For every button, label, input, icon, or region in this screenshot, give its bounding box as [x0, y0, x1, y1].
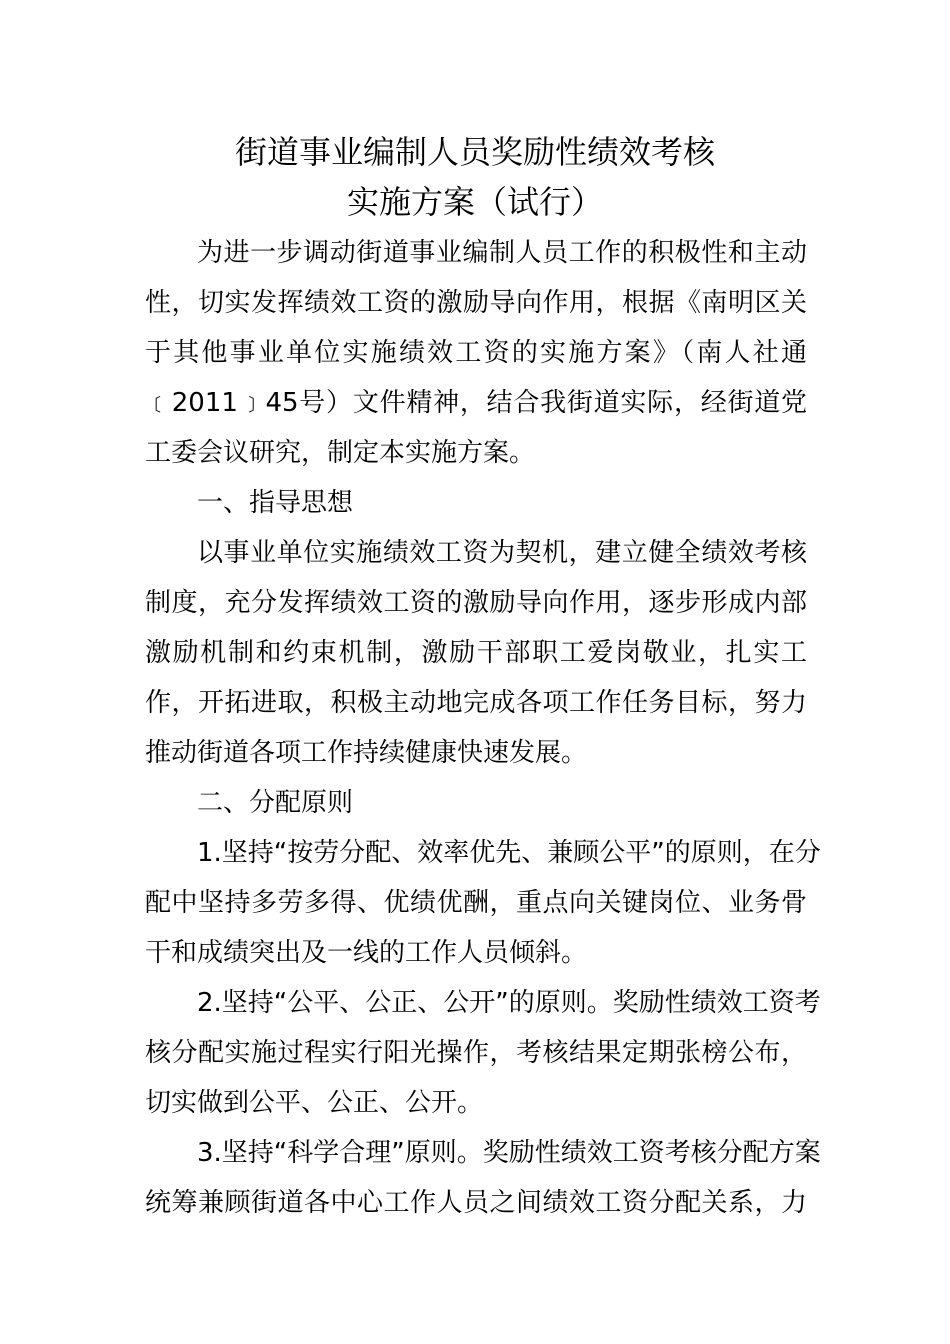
body-line: 工委会议研究，制定本实施方案。	[145, 438, 536, 468]
body-line: 制度，充分发挥绩效工资的激励导向作用，逐步形成内部	[145, 588, 807, 618]
body-line: 于其他事业单位实施绩效工资的实施方案》（南人社通	[145, 338, 807, 368]
body-line: 2.坚持“公平、公正、公开”的原则。奖励性绩效工资考	[197, 988, 821, 1018]
body-line: ﹝2011﹞45号）文件精神，结合我街道实际，经街道党	[145, 388, 807, 418]
body-line: 1.坚持“按劳分配、效率优先、兼顾公平”的原则，在分	[197, 838, 821, 868]
document-title-line-1: 街道事业编制人员奖励性绩效考核	[234, 133, 715, 171]
body-line: 为进一步调动街道事业编制人员工作的积极性和主动	[197, 238, 807, 268]
body-line: 推动街道各项工作持续健康快速发展。	[145, 738, 588, 768]
section-heading-2: 二、分配原则	[197, 788, 354, 818]
document-title-line-2: 实施方案（试行）	[346, 183, 603, 221]
body-line: 以事业单位实施绩效工资为契机，建立健全绩效考核	[197, 538, 807, 568]
body-line: 干和成绩突出及一线的工作人员倾斜。	[145, 938, 588, 968]
body-line: 3.坚持“科学合理”原则。奖励性绩效工资考核分配方案	[197, 1138, 821, 1168]
body-line: 配中坚持多劳多得、优绩优酬，重点向关键岗位、业务骨	[145, 888, 807, 918]
section-heading-1: 一、指导思想	[197, 488, 354, 518]
body-line: 切实做到公平、公正、公开。	[145, 1088, 484, 1118]
body-line: 激励机制和约束机制，激励干部职工爱岗敬业，扎实工	[145, 638, 807, 668]
body-line: 作，开拓进取，积极主动地完成各项工作任务目标，努力	[145, 688, 807, 718]
body-line: 统筹兼顾街道各中心工作人员之间绩效工资分配关系，力	[145, 1188, 807, 1218]
document-body	[145, 228, 821, 1228]
body-line: 性，切实发挥绩效工资的激励导向作用，根据《南明区关	[145, 288, 807, 318]
body-line: 核分配实施过程实行阳光操作，考核结果定期张榜公布，	[145, 1038, 807, 1068]
